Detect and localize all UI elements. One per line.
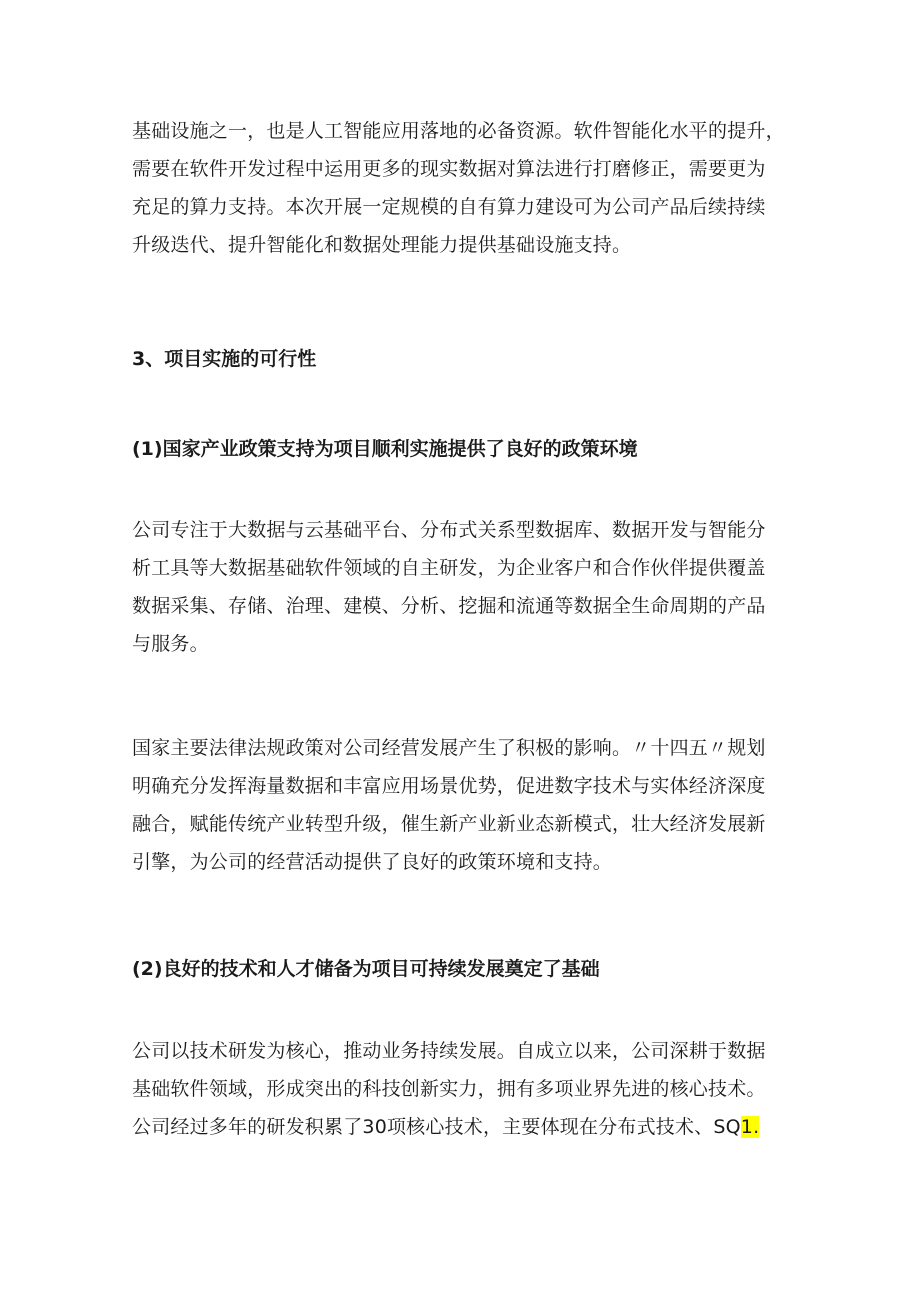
paragraph-company-focus bbox=[132, 511, 802, 663]
text-line: 与服务。 bbox=[132, 633, 209, 655]
text-line-last bbox=[132, 1108, 802, 1146]
text-line-content: 公司经过多年的研发积累了30项核心技术，主要体现在分布式技术、SQ bbox=[132, 1116, 741, 1138]
subsection-heading-technology: (2)良好的技术和人才储备为项目可持续发展奠定了基础 bbox=[132, 958, 600, 980]
text-line: 需要在软件开发过程中运用更多的现实数据对算法进行打磨修正，需要更为 bbox=[132, 158, 766, 180]
subsection-heading-policy: (1)国家产业政策支持为项目顺利实施提供了良好的政策环境 bbox=[132, 438, 638, 460]
text-line: 融合，赋能传统产业转型升级，催生新产业新业态新模式，壮大经济发展新 bbox=[132, 813, 766, 835]
text-line: 公司以技术研发为核心，推动业务持续发展。自成立以来，公司深耕于数据 bbox=[132, 1040, 766, 1062]
paragraph-infrastructure bbox=[132, 112, 802, 264]
text-line: 基础软件领域，形成突出的科技创新实力，拥有多项业界先进的核心技术。 bbox=[132, 1078, 766, 1100]
text-line: 明确充分发挥海量数据和丰富应用场景优势，促进数字技术与实体经济深度 bbox=[132, 775, 766, 797]
text-line: 基础设施之一，也是人工智能应用落地的必备资源。软件智能化水平的提升， bbox=[132, 120, 785, 142]
text-line: 引擎，为公司的经营活动提供了良好的政策环境和支持。 bbox=[132, 851, 613, 873]
highlighted-text: 1. bbox=[740, 1116, 760, 1138]
text-line: 公司专注于大数据与云基础平台、分布式关系型数据库、数据开发与智能分 bbox=[132, 519, 766, 541]
paragraph-national-policy bbox=[132, 729, 802, 881]
text-line: 充足的算力支持。本次开展一定规模的自有算力建设可为公司产品后续持续 bbox=[132, 196, 766, 218]
text-line: 升级迭代、提升智能化和数据处理能力提供基础设施支持。 bbox=[132, 234, 632, 256]
paragraph-rd-core bbox=[132, 1032, 802, 1146]
text-line: 国家主要法律法规政策对公司经营发展产生了积极的影响。〃十四五〃规划 bbox=[132, 737, 766, 759]
text-line: 数据采集、存储、治理、建模、分析、挖掘和流通等数据全生命周期的产品 bbox=[132, 595, 766, 617]
text-line: 析工具等大数据基础软件领域的自主研发，为企业客户和合作伙伴提供覆盖 bbox=[132, 557, 766, 579]
section-heading-feasibility: 3、项目实施的可行性 bbox=[132, 348, 317, 370]
